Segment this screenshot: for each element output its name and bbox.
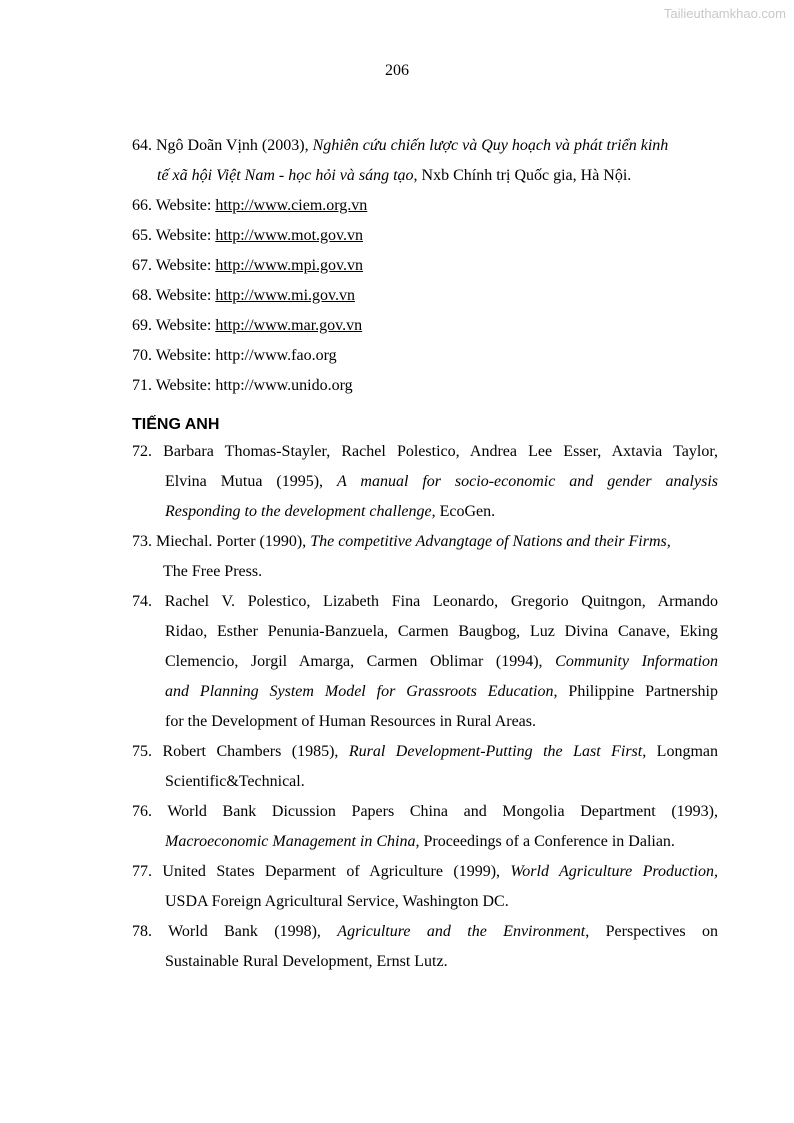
reference-item [132, 917, 718, 977]
reference-item [132, 587, 718, 737]
ref-label: Website: [155, 257, 216, 274]
ref-number: 65. [132, 227, 156, 244]
reference-item [132, 281, 718, 311]
ref-number: 70. [132, 347, 156, 364]
reference-item [132, 527, 718, 587]
website-link[interactable]: http://www.mot.gov.vn [215, 227, 364, 244]
reference-item [132, 797, 718, 857]
ref-text: 74. Rachel V. Polestico, Lizabeth Fina Leonardo, Gregorio Quitngon, Armando [132, 593, 718, 610]
ref-title: The competitive Advangtage of Nations and their Firms, [310, 533, 671, 550]
ref-label: Website: [155, 287, 216, 304]
ref-title: Rural Development-Putting the Last First [348, 743, 643, 760]
ref-text: Clemencio, Jorgil Amarga, Carmen Oblimar (1994), [165, 653, 556, 670]
website-text: http://www.unido.org [215, 377, 353, 394]
ref-label: Website: [155, 347, 216, 364]
ref-label: Website: [155, 227, 216, 244]
section-heading: TIẾNG ANH [132, 416, 220, 433]
ref-title: Macroeconomic Management in China, [165, 833, 420, 850]
ref-title: Responding to the development challenge [165, 503, 432, 520]
reference-item [132, 221, 718, 251]
ref-text: Proceedings of a Conference in Dalian. [419, 833, 675, 850]
reference-item [132, 437, 718, 527]
page-number: 206 [385, 62, 409, 79]
ref-text: 72. Barbara Thomas-Stayler, Rachel Polestico, Andrea Lee Esser, Axtavia Taylor, [132, 443, 718, 460]
ref-number: 68. [132, 287, 156, 304]
ref-label: Website: [155, 317, 216, 334]
ref-label: Website: [155, 377, 216, 394]
website-link[interactable]: http://www.mar.gov.vn [215, 317, 363, 334]
ref-text: The Free Press. [163, 563, 263, 580]
ref-number: 71. [132, 377, 156, 394]
ref-text: , Longman [642, 743, 719, 760]
reference-list [132, 131, 718, 977]
ref-text: Philippine Partnership [557, 683, 719, 700]
ref-title: Agriculture and the Environment [337, 923, 586, 940]
reference-item [132, 371, 718, 401]
ref-number: 69. [132, 317, 156, 334]
ref-number: 66. [132, 197, 156, 214]
website-link[interactable]: http://www.mpi.gov.vn [215, 257, 364, 274]
ref-number: 67. [132, 257, 156, 274]
ref-text: , Perspectives on [585, 923, 719, 940]
ref-number: 64. [132, 137, 156, 154]
ref-title: Nghiên cứu chiến lược và Quy hoạch và phát triển kinh [312, 137, 669, 154]
ref-title: and Planning System Model for Grassroots Education, [165, 683, 558, 700]
ref-text: 78. World Bank (1998), [132, 923, 338, 940]
ref-text: 75. Robert Chambers (1985), [132, 743, 349, 760]
ref-title: tế xã hội Việt Nam - học hỏi và sáng tạo [157, 167, 414, 184]
website-link[interactable]: http://www.ciem.org.vn [215, 197, 368, 214]
ref-title: Community Information [555, 653, 719, 670]
ref-text: Elvina Mutua (1995), [165, 473, 337, 490]
ref-title: World Agriculture Production, [510, 863, 718, 880]
ref-title: A manual for socio-economic and gender analysis [336, 473, 718, 490]
watermark: Tailieuthamkhao.com [663, 6, 786, 21]
reference-item [132, 251, 718, 281]
ref-text: Ridao, Esther Penunia-Banzuela, Carmen Baugbog, Luz Divina Canave, Eking [165, 623, 718, 640]
reference-item [132, 311, 718, 341]
ref-text: 73. Miechal. Porter (1990), [132, 533, 311, 550]
reference-item [132, 131, 718, 191]
website-link[interactable]: http://www.mi.gov.vn [215, 287, 356, 304]
ref-text: USDA Foreign Agricultural Service, Washington DC. [165, 893, 509, 910]
ref-text: 77. United States Deparment of Agriculture (1999), [132, 863, 511, 880]
ref-text: Scientific&Technical. [165, 773, 305, 790]
ref-label: Website: [155, 197, 216, 214]
ref-publisher: , Nxb Chính trị Quốc gia, Hà Nội. [413, 167, 632, 184]
website-text: http://www.fao.org [215, 347, 337, 364]
reference-item [132, 341, 718, 371]
reference-item [132, 857, 718, 917]
ref-author: Ngô Doãn Vịnh (2003), [156, 137, 313, 154]
ref-text: for the Development of Human Resources in Rural Areas. [165, 713, 537, 730]
ref-text: 76. World Bank Dicussion Papers China and Mongolia Department (1993), [132, 803, 718, 820]
reference-item [132, 191, 718, 221]
ref-text: Sustainable Rural Development, Ernst Lutz. [165, 953, 448, 970]
reference-item [132, 737, 718, 797]
ref-text: , EcoGen. [431, 503, 496, 520]
